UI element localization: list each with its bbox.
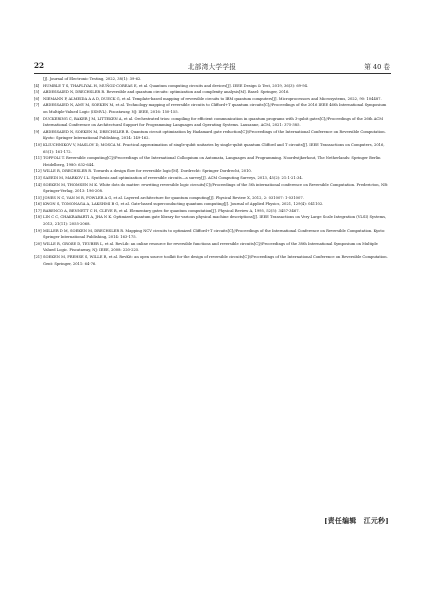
reference-item bbox=[34, 89, 391, 96]
reference-item bbox=[34, 214, 391, 227]
reference-number: [6] bbox=[34, 96, 40, 101]
reference-text: TOFFOLI T. Reversible computing[C]//Proceedings of the International Colloquium on Automata, Languages and Programming. Noordwijkerhout, The Netherlands: Springer Berlin Heidelberg, 1980: 632-644. bbox=[43, 156, 381, 167]
reference-number: [8] bbox=[34, 116, 40, 121]
reference-item bbox=[34, 168, 391, 175]
reference-item bbox=[34, 195, 391, 202]
reference-item bbox=[34, 201, 391, 208]
page-number: 22 bbox=[34, 61, 45, 70]
reference-text: MILLER D M, SOEKEN M, DRECHSLER R. Mapping NCV circuits to optimized Clifford+T circuits[C]//Proceedings of the International Conference on Reversible Computation. Kyoto: Springer International Publishing, 2014: 163-175. bbox=[43, 228, 386, 240]
reference-number: [4] bbox=[34, 83, 40, 88]
reference-text: ABDESSAIED N, SOEKEN M, DRECHSLER R. Quantum circuit optimization by Hadamard gate reduction[C]//Proceedings of the International Conference on Reversible Computation. Kyoto: Springer International Publishing, 2014: 149-162. bbox=[43, 129, 386, 141]
reference-item bbox=[34, 102, 391, 115]
reference-text: HUMBLE T S, THAPLIYAL H, MUÑOZ-COREAS E, et al. Quantum computing circuits and devices[J]. IEEE Design & Test, 2019, 36(3): 69-94. bbox=[43, 83, 309, 88]
reference-item bbox=[34, 254, 391, 267]
reference-item bbox=[34, 182, 391, 195]
reference-number: [21] bbox=[34, 255, 42, 260]
reference-entries bbox=[34, 83, 391, 268]
reference-text: WILLE R, DRECHSLER R. Towards a design flow for reversible logic[M]. Dordrecht: Springer Dordrecht, 2010. bbox=[43, 169, 252, 174]
reference-number: [15] bbox=[34, 195, 42, 200]
reference-number: [13] bbox=[34, 175, 42, 180]
reference-text: SAEEDI M, MARKOV I L. Synthesis and optimization of reversible circuits—a survey[J]. ACM Computing Surveys, 2013, 45(2): 21:1-21:34. bbox=[43, 175, 303, 180]
reference-text: KLIUCHNIKOV V, MASLOV D, MOSCA M. Practical approximation of single-qubit unitaries by single-qubit quantum Clifford and T circuits[J]. IEEE Transactions on Computers, 2016, 65(1): 161-172. bbox=[43, 142, 385, 154]
reference-item bbox=[34, 83, 391, 90]
volume-label: 第 40 卷 bbox=[364, 63, 390, 71]
reference-number: [14] bbox=[34, 182, 42, 187]
reference-item bbox=[34, 96, 391, 103]
reference-item bbox=[34, 228, 391, 241]
reference-item bbox=[34, 208, 391, 215]
reference-text: KWON S, TOMONAGA A, LAKSHMI B G, et al. Gate-based superconducting quantum computing[J]. Journal of Applied Physics, 2021, 129(4): 041102. bbox=[43, 202, 324, 207]
journal-title: 北部湾大学学报 bbox=[187, 63, 237, 71]
reference-number: [18] bbox=[34, 215, 42, 220]
reference-text: ABDESSAIED N, AMY M, SOEKEN M, et al. Technology mapping of reversible circuits to Clifford+T quantum circuits[C]//Proceedings of the 2016 IEEE 46th International Symposium on Multiple-Valued Logic (ISMVL). Piscataway, NJ: IEEE, 2016: 150-155. bbox=[43, 103, 387, 114]
reference-item bbox=[34, 175, 391, 182]
reference-text: NIEMANN P, ALMEIDA A A D, DUECK G, et al. Template-based mapping of reversible circuits to IBM quantum computers[J]. Microprocessors and Microsystems, 2022, 90: 104487. bbox=[43, 96, 382, 101]
reference-text: JONES N C, VAN M R, FOWLER A G, et al. Layered architecture for quantum computing[J]. Physical Review X, 2012, 2: 031007: 1-031007. bbox=[43, 195, 304, 200]
reference-text: ABDESSAIED N, DRECHSLER R. Reversible and quantum circuits: optimization and complexity analysis[M]. Basel: Springer, 2016. bbox=[43, 90, 290, 95]
reference-text: WILLE R, GROßE D, TEUBER L, et al. RevLib: an online resource for reversible functions and reversible circuits[C]//Proceedings of the 38th International Symposium on Multiple Valued Logic. Piscataway, NJ: IEEE, 2008: 220-225. bbox=[43, 241, 378, 253]
reference-text: BARENCO A, BENNETT C H, CLEVE R, et al. Elementary gates for quantum computation[J]. Physical Review A, 1995, 52(5): 3457-3467. bbox=[43, 208, 300, 213]
reference-item bbox=[34, 129, 391, 142]
reference-continuation: [J]. Journal of Electronic Testing, 2022, 38(1): 39-62. bbox=[43, 77, 142, 81]
reference-number: [20] bbox=[34, 241, 42, 246]
reference-number: [16] bbox=[34, 202, 42, 207]
reference-item bbox=[34, 142, 391, 155]
reference-number: [5] bbox=[34, 90, 40, 95]
reference-number: [7] bbox=[34, 103, 40, 108]
reference-number: [12] bbox=[34, 169, 42, 174]
reference-text: SOEKEN M, FREHSE S, WILLE R, et al. RevKit: an open source toolkit for the design of reversible circuits[C]//Proceedings of the International Conference on Reversible Computation. Gent: Springer, 2011: 64-76. bbox=[43, 255, 388, 266]
reference-number: [11] bbox=[34, 156, 42, 161]
reference-number: [17] bbox=[34, 208, 42, 213]
reference-number: [10] bbox=[34, 142, 42, 147]
reference-item bbox=[34, 241, 391, 254]
reference-list bbox=[34, 76, 391, 267]
reference-item bbox=[34, 155, 391, 168]
reference-text: LIN C C, CHAKRABARTI A, JHA N K. Optimized quantum gate library for various physical machine descriptions[J]. IEEE Transactions on Very Large Scale Integration (VLSI) Systems, 2013, 21(11): 2055-2068. bbox=[43, 215, 387, 227]
reference-text: DUCKERING C, BAKER J M, LITTEKEN A, et al. Orchestrated trios: compiling for efficient communication in quantum programs with 3-qubit gates[C]//Proceedings of the 26th ACM International Conference on Architectural Support for Programming Languages and Operating Systems. Lausanne, ACM, 2021: 375-385. bbox=[43, 116, 383, 128]
running-header bbox=[34, 58, 390, 72]
reference-number: [19] bbox=[34, 228, 42, 233]
reference-item bbox=[34, 116, 391, 129]
reference-text: SOEKEN M, THOMSEN M K. White dots do matter: rewriting reversible logic circuits[C]//Proceedings of the 5th international conference on Reversible Computation. Fredericton, NB: Springer-Verlag, 2013: 196-208. bbox=[43, 182, 389, 194]
reference-number: [9] bbox=[34, 129, 40, 134]
responsible-editor: [责任编辑 江元秒] bbox=[324, 517, 389, 525]
header-divider bbox=[34, 73, 391, 74]
